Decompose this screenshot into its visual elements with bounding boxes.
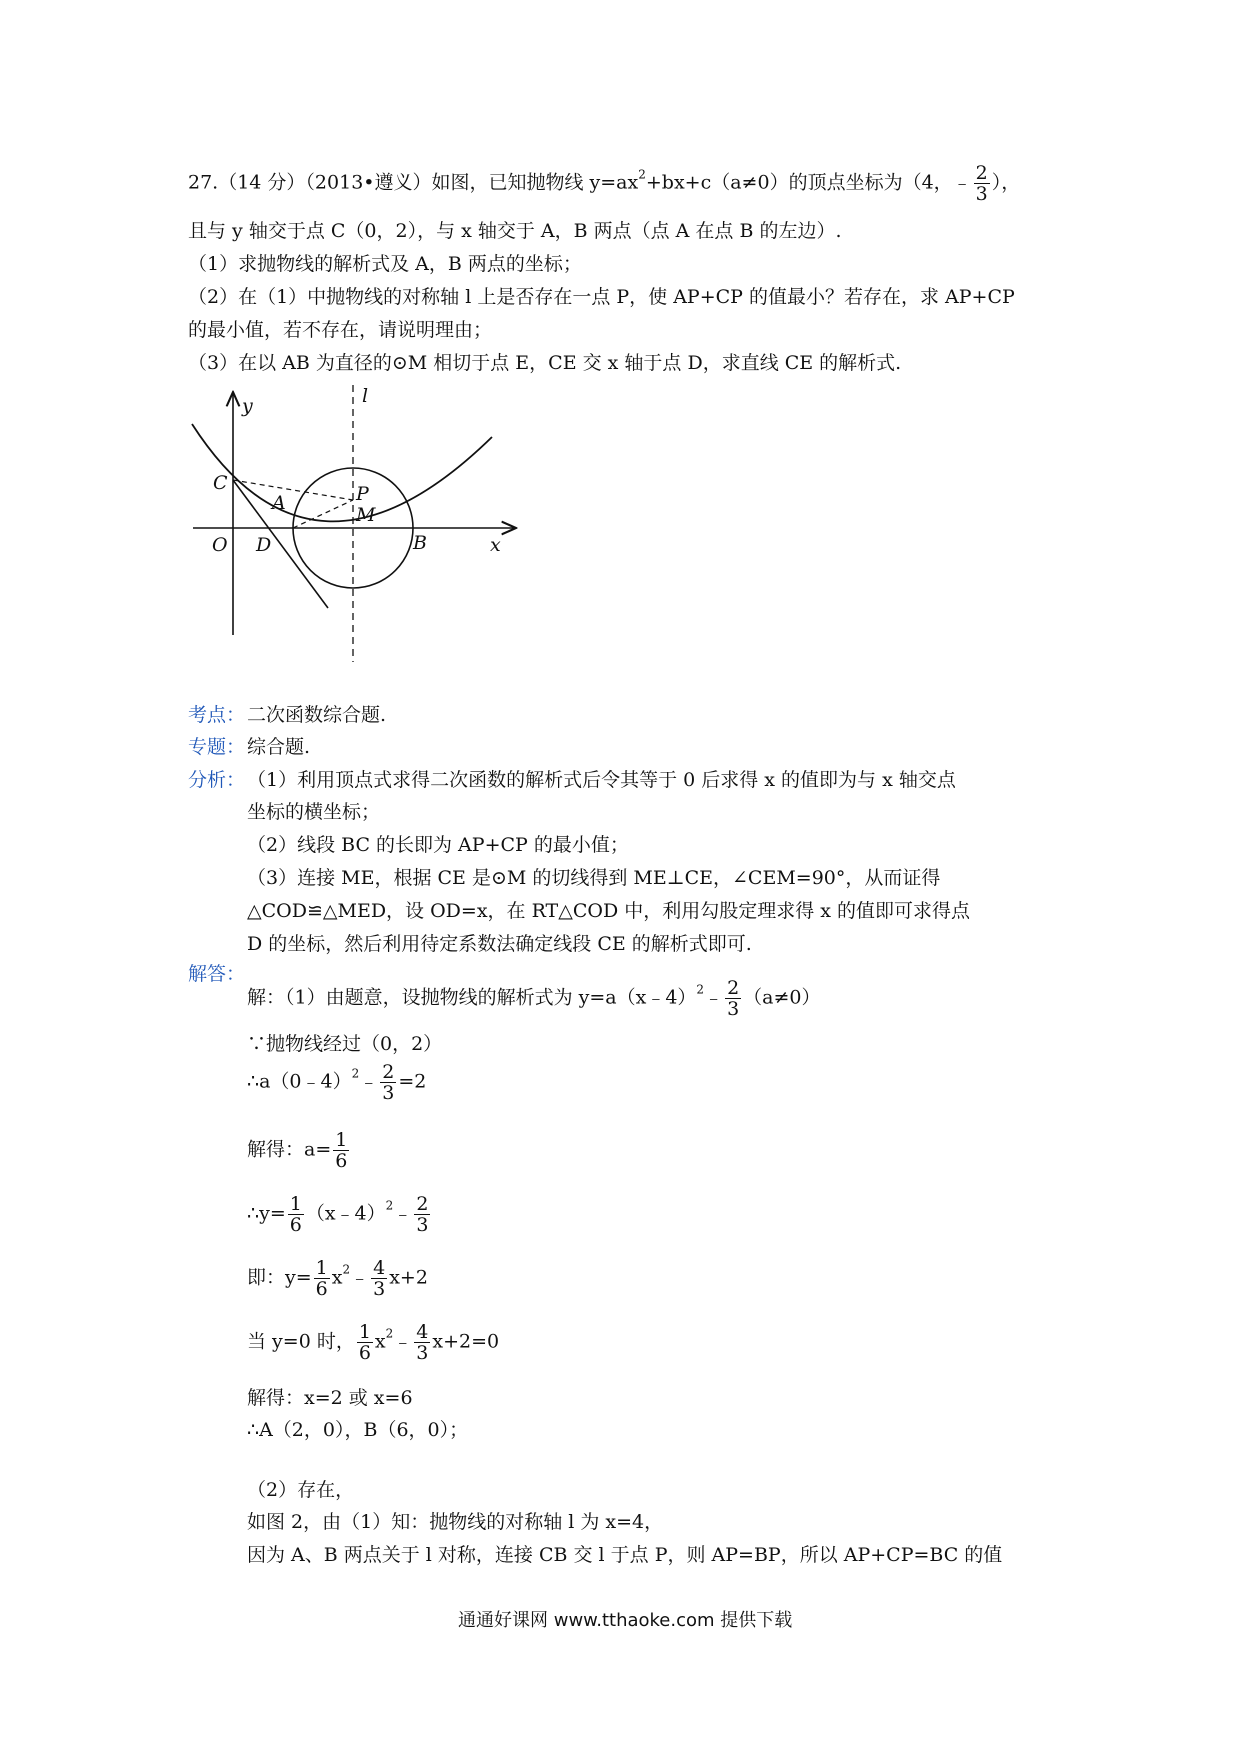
label-d: D — [256, 534, 272, 556]
fenxi-line-4: （3）连接 ME，根据 CE 是⊙M 的切线得到 ME⊥CE，∠CEM=90°，从而证得 — [247, 867, 941, 889]
solution-line-4: 解得：a= $\frac{1}{6}$ — [247, 1129, 348, 1172]
zhuanti-label: 专题： — [188, 736, 246, 758]
question-3: （3）在以 AB 为直径的⊙M 相切于点 E，CE 交 x 轴于点 D，求直线 CE 的解析式. — [188, 352, 902, 374]
parabola-figure — [180, 380, 540, 670]
zhuanti-text: 综合题. — [247, 736, 311, 758]
fenxi-line-2: 坐标的横坐标； — [247, 801, 381, 823]
problem-line-1: 27.（14 分）（2013•遵义）如图，已知抛物线 $y=ax^2+bx+c(a\ne 0)$的顶点坐标为（4，﹣ $\frac{2}{3}$ ）， — [188, 162, 1021, 205]
fraction: $\frac{4}{3}$ — [373, 1257, 386, 1300]
problem-line-2: 且与 y 轴交于点 C（0，2），与 x 轴交于 A，B 两点（点 A 在点 B 的左边）. — [188, 220, 842, 242]
label-p: P — [356, 483, 369, 505]
label-a: A — [272, 492, 286, 514]
solution-line-9: ∴A（2，0），B（6，0）； — [247, 1419, 469, 1441]
fraction: $\frac{2}{3}$ — [382, 1061, 395, 1104]
fraction: $\frac{2}{3}$ — [975, 162, 988, 205]
question-1: （1）求抛物线的解析式及 A，B 两点的坐标； — [188, 253, 582, 275]
fenxi-label: 分析： — [188, 769, 246, 791]
fraction: $\frac{2}{3}$ — [727, 977, 740, 1020]
fenxi-line-5: △COD≌△MED，设 OD=x，在 RT△COD 中，利用勾股定理求得 x 的值即可求得点 — [247, 900, 971, 922]
page-footer: 通通好课网 www.tthaoke.com 提供下载 — [458, 1610, 793, 1631]
jieda-label: 解答： — [188, 963, 246, 985]
solution-line-3: ∴a（0﹣4）$^2$﹣ $\frac{2}{3}$ =2 — [247, 1061, 427, 1104]
kaodian-label: 考点： — [188, 704, 246, 726]
fraction: $\frac{1}{6}$ — [358, 1321, 371, 1364]
label-b: B — [413, 532, 427, 554]
fenxi-line-3: （2）线段 BC 的长即为 AP+CP 的最小值； — [247, 834, 629, 856]
question-2-line-2: 的最小值，若不存在，请说明理由； — [188, 319, 493, 341]
parabola-curve — [192, 424, 492, 521]
fraction: $\frac{1}{6}$ — [335, 1129, 348, 1172]
label-c: C — [213, 472, 228, 494]
fenxi-line-1: （1）利用顶点式求得二次函数的解析式后令其等于 0 后求得 x 的值即为与 x 轴交点 — [247, 769, 956, 791]
solution-line-5: ∴y= $\frac{1}{6}$ （x﹣4）$^2$﹣ $\frac{2}{3}$ — [247, 1193, 429, 1236]
label-o: O — [212, 534, 228, 556]
segment-ap — [293, 500, 353, 528]
fraction: $\frac{2}{3}$ — [416, 1193, 429, 1236]
fraction: $\frac{1}{6}$ — [315, 1257, 328, 1300]
fenxi-line-6: D 的坐标，然后利用待定系数法确定线段 CE 的解析式即可. — [247, 933, 752, 955]
solution-line-6: 即：y= $\frac{1}{6}$ $x^2﹣$ $\frac{4}{3}$ x+2 — [247, 1257, 428, 1300]
solution-line-10: （2）存在， — [247, 1479, 355, 1501]
label-y: y — [242, 395, 253, 417]
fraction: $\frac{4}{3}$ — [416, 1321, 429, 1364]
solution-line-1: 解：（1）由题意，设抛物线的解析式为 y=a（x﹣4）$^2$﹣ $\frac{2}{3}$ （a≠0） — [247, 977, 821, 1020]
question-2-line-1: （2）在（1）中抛物线的对称轴 l 上是否存在一点 P，使 AP+CP 的值最小？若存在，求 AP+CP — [188, 286, 1015, 308]
segment-cp — [233, 480, 353, 500]
solution-line-8: 解得：x=2 或 x=6 — [247, 1387, 413, 1409]
kaodian-text: 二次函数综合题. — [247, 704, 387, 726]
solution-line-2: ∵抛物线经过（0，2） — [247, 1033, 443, 1055]
label-x: x — [490, 534, 501, 556]
solution-line-7: 当 y=0 时， $\frac{1}{6}$ $x^2﹣$ $\frac{4}{3}$ x+2=0 — [247, 1321, 500, 1364]
solution-line-12: 因为 A、B 两点关于 l 对称，连接 CB 交 l 于点 P，则 AP=BP，所以 AP+CP=BC 的值 — [247, 1544, 1003, 1566]
label-m: M — [356, 504, 376, 526]
solution-line-11: 如图 2，由（1）知：抛物线的对称轴 l 为 x=4， — [247, 1511, 664, 1533]
label-l: l — [362, 385, 369, 407]
fraction: $\frac{1}{6}$ — [289, 1193, 302, 1236]
